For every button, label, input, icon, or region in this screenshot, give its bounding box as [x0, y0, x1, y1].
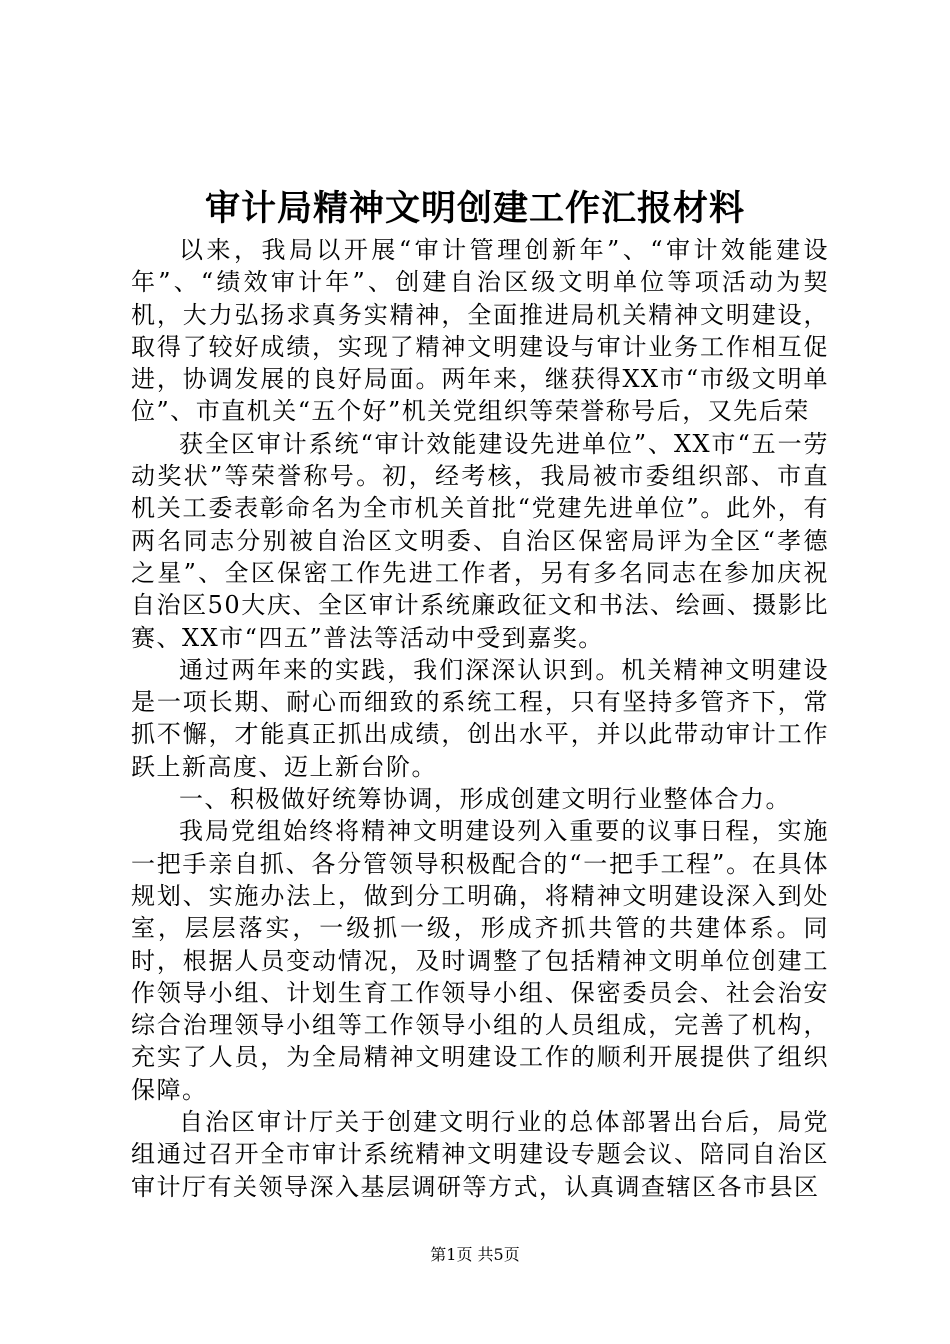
paragraph-4: 我局党组始终将精神文明建设列入重要的议事日程，实施一把手亲自抓、各分管领导积极配合的“一把手工程”。在具体规划、实施办法上，做到分工明确，将精神文明建设深入到处室，层层落实，一级抓一级，形成齐抓共管的共建体系。同时，根据人员变动情况，及时调整了包括精神文明单位创建工作领导小组、计划生育工作领导小组、保密委员会、社会治安综合治理领导小组等工作领导小组的人员组成，完善了机构，充实了人员，为全局精神文明建设工作的顺利开展提供了组织保障。 [131, 817, 829, 1104]
page-number-footer: 第1页 共5页 [430, 1245, 520, 1264]
paragraph-5: 自治区审计厅关于创建文明行业的总体部署出台后，局党组通过召开全市审计系统精神文明建设专题会议、陪同自治区审计厅有关领导深入基层调研等方式，认真调查辖区各市县区 [131, 1108, 829, 1201]
paragraph-3: 通过两年来的实践，我们深深认识到。机关精神文明建设是一项长期、耐心而细致的系统工程，只有坚持多管齐下，常抓不懈，才能真正抓出成绩，创出水平，并以此带动审计工作跃上新高度、迈上新台阶。 [131, 655, 829, 781]
paragraph-1: 以来，我局以开展“审计管理创新年”、“审计效能建设年”、“绩效审计年”、创建自治区级文明单位等项活动为契机，大力弘扬求真务实精神，全面推进局机关精神文明建设，取得了较好成绩，实现了精神文明建设与审计业务工作相互促进，协调发展的良好局面。两年来，继获得XX市“市级文明单位”、市直机关“五个好”机关党组织等荣誉称号后，又先后荣 [131, 236, 829, 426]
section-heading-1: 一、积极做好统筹协调，形成创建文明行业整体合力。 [179, 785, 791, 814]
document-title: 审计局精神文明创建工作汇报材料 [204, 189, 745, 229]
document-body [131, 234, 829, 1203]
paragraph-2: 获全区审计系统“审计效能建设先进单位”、XX市“五一劳动奖状”等荣誉称号。初，经考核，我局被市委组织部、市直机关工委表彰命名为全市机关首批“党建先进单位”。此外，有两名同志分别被自治区文明委、自治区保密局评为全区“孝德之星”、全区保密工作先进工作者，另有多名同志在参加庆祝自治区50大庆、全区审计系统廉政征文和书法、绘画、摄影比赛、XX市“四五”普法等活动中受到嘉奖。 [131, 429, 829, 652]
